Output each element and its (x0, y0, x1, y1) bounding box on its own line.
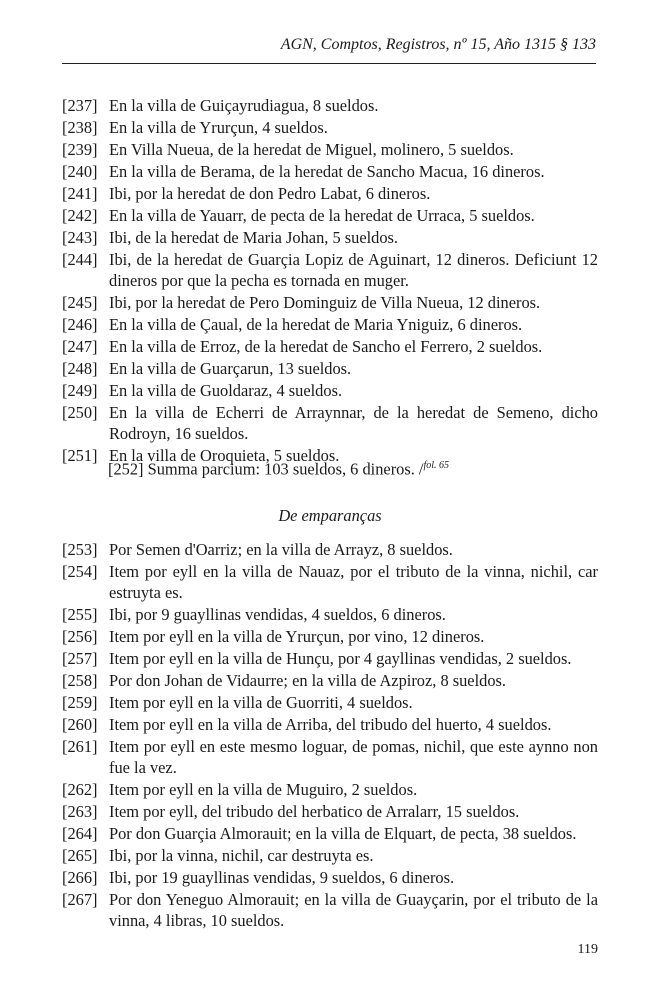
entry-row (62, 249, 598, 291)
entry-number: [237] (62, 96, 98, 115)
entry-number: [238] (62, 118, 98, 137)
entry-number: [250] (62, 403, 98, 422)
page-number: 119 (577, 942, 598, 957)
summa-text: [252] Summa parcium: 103 sueldos, 6 dineros. / (108, 459, 424, 479)
entry-row (62, 539, 598, 560)
entry-row (62, 336, 598, 357)
entry-row (62, 314, 598, 335)
entry-row (62, 292, 598, 313)
entry-number: [241] (62, 184, 98, 203)
entry-text: En Villa Nueua, de la heredat de Miguel, molinero, 5 sueldos. (109, 140, 514, 159)
entry-text: Por Semen d'Oarriz; en la villa de Arrayz, 8 sueldos. (109, 540, 453, 559)
entry-text: En la villa de Echerri de Arraynnar, de la heredat de Semeno, dicho Rodroyn, 16 sueldos. (109, 403, 598, 443)
entry-row (62, 402, 598, 444)
entry-text: En la villa de Guarçarun, 13 sueldos. (109, 359, 352, 378)
entry-number: [242] (62, 206, 98, 225)
entry-row (62, 867, 598, 888)
entry-text: Item por eyll en la villa de Nauaz, por el tributo de la vinna, nichil, car estruyta es. (109, 562, 598, 602)
entry-number: [253] (62, 540, 98, 559)
entry-text: Ibi, por la heredat de Pero Dominguiz de Villa Nueua, 12 dineros. (109, 293, 541, 312)
entry-number: [265] (62, 846, 98, 865)
entry-text: Item por eyll en la villa de Yrurçun, por vino, 12 dineros. (109, 627, 485, 646)
entry-number: [264] (62, 824, 98, 843)
entry-number: [256] (62, 627, 98, 646)
entry-text: Ibi, por la heredat de don Pedro Labat, 6 dineros. (109, 184, 431, 203)
entry-number: [251] (62, 446, 98, 465)
entry-number: [258] (62, 671, 98, 690)
entry-row (62, 626, 598, 647)
entry-number: [254] (62, 562, 98, 581)
entry-number: [246] (62, 315, 98, 334)
entry-number: [267] (62, 890, 98, 909)
entry-row (62, 692, 598, 713)
entry-number: [259] (62, 693, 98, 712)
entry-text: En la villa de Guoldaraz, 4 sueldos. (109, 381, 343, 400)
entry-number: [249] (62, 381, 98, 400)
entry-row (62, 561, 598, 603)
entry-text: Item por eyll en la villa de Arriba, del tribudo del huerto, 4 sueldos. (109, 715, 552, 734)
folio-marker: fol. 65 (423, 460, 450, 471)
entry-row (62, 823, 598, 844)
entry-text: Ibi, de la heredat de Guarçia Lopiz de Aguinart, 12 dineros. Deficiunt 12 dineros por que la pecha es tornada en muger. (109, 250, 598, 290)
entry-number: [245] (62, 293, 98, 312)
entry-row (62, 670, 598, 691)
entry-text: En la villa de Yrurçun, 4 sueldos. (109, 118, 328, 137)
entry-number: [239] (62, 140, 98, 159)
entry-row (62, 95, 598, 116)
entry-row (62, 358, 598, 379)
entry-text: En la villa de Berama, de la heredat de Sancho Macua, 16 dineros. (109, 162, 545, 181)
entry-text: Item por eyll en la villa de Guorriti, 4 sueldos. (109, 693, 413, 712)
entry-number: [255] (62, 605, 98, 624)
entry-text: Item por eyll, del tribudo del herbatico de Arralarr, 15 sueldos. (109, 802, 520, 821)
entry-text: Ibi, por 19 guayllinas vendidas, 9 sueldos, 6 dineros. (109, 868, 455, 887)
entry-number: [266] (62, 868, 98, 887)
entry-text: Item por eyll en este mesmo loguar, de pomas, nichil, que este aynno non fue la vez. (109, 737, 598, 777)
entry-number: [247] (62, 337, 98, 356)
entry-text: Item por eyll en la villa de Hunçu, por 4 gayllinas vendidas, 2 sueldos. (109, 649, 572, 668)
entry-text: Ibi, por 9 guayllinas vendidas, 4 sueldos, 6 dineros. (109, 605, 446, 624)
entry-row (62, 139, 598, 160)
entry-text: En la villa de Guiçayrudiagua, 8 sueldos. (109, 96, 379, 115)
entry-row (62, 183, 598, 204)
entry-number: [260] (62, 715, 98, 734)
header-rule (62, 63, 596, 64)
entries-list-part1 (62, 95, 598, 467)
running-header: AGN, Comptos, Registros, nº 15, Año 1315 § 133 (280, 36, 596, 53)
entry-number: [262] (62, 780, 98, 799)
section-title: De emparanças (278, 506, 382, 525)
entry-row (62, 889, 598, 931)
entry-row (62, 648, 598, 669)
entry-number: [263] (62, 802, 98, 821)
entry-row (62, 736, 598, 778)
entry-text: Por don Yeneguo Almorauit; en la villa de Guayçarin, por el tributo de la vinna, 4 libras, 10 sueldos. (109, 890, 598, 930)
entry-number: [244] (62, 250, 98, 269)
entry-text: Ibi, de la heredat de Maria Johan, 5 sueldos. (109, 228, 399, 247)
entry-number: [243] (62, 228, 98, 247)
entry-row (62, 227, 598, 248)
entries-list-part2 (62, 539, 598, 932)
entry-row (62, 845, 598, 866)
entry-text: En la villa de Çaual, de la heredat de Maria Yniguiz, 6 dineros. (109, 315, 523, 334)
entry-text: Por don Johan de Vidaurre; en la villa de Azpiroz, 8 sueldos. (109, 671, 507, 690)
entry-row (62, 779, 598, 800)
entry-number: [240] (62, 162, 98, 181)
entry-number: [248] (62, 359, 98, 378)
entry-row (62, 161, 598, 182)
entry-row (62, 714, 598, 735)
entry-number: [261] (62, 737, 98, 756)
entry-row (62, 380, 598, 401)
entry-text: En la villa de Oroquieta, 5 sueldos. (109, 446, 340, 465)
entry-row (62, 801, 598, 822)
entry-row (62, 604, 598, 625)
entry-text: Ibi, por la vinna, nichil, car destruyta es. (109, 846, 374, 865)
entry-text: Por don Guarçia Almorauit; en la villa de Elquart, de pecta, 38 sueldos. (109, 824, 577, 843)
entry-row (62, 205, 598, 226)
entry-text: En la villa de Erroz, de la heredat de Sancho el Ferrero, 2 sueldos. (109, 337, 543, 356)
entry-text: En la villa de Yauarr, de pecta de la heredat de Urraca, 5 sueldos. (109, 206, 535, 225)
entry-text: Item por eyll en la villa de Muguiro, 2 sueldos. (109, 780, 418, 799)
entry-number: [257] (62, 649, 98, 668)
entry-row (62, 117, 598, 138)
summa-line (108, 455, 449, 479)
